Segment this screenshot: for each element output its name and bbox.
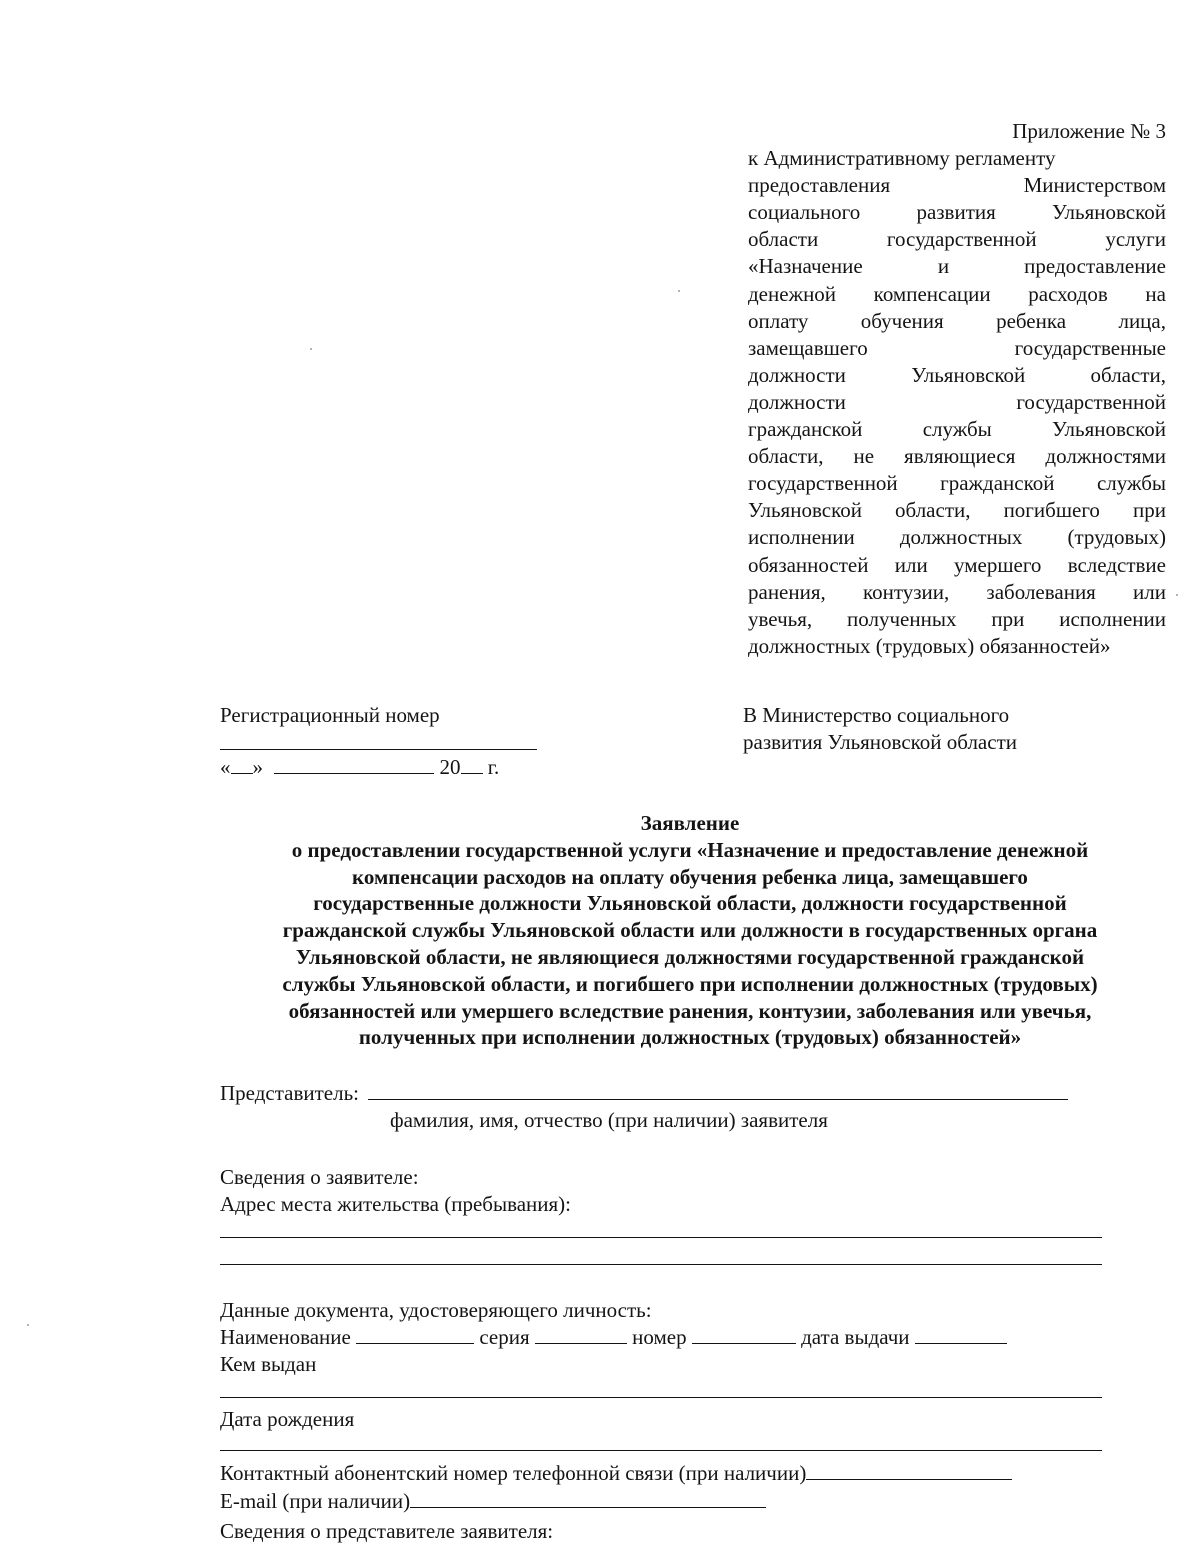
registration-label: Регистрационный номер: [220, 703, 440, 727]
scan-speck: [27, 1324, 29, 1326]
id-doc-label: Данные документа, удостоверяющего личность:: [220, 1298, 652, 1322]
appendix-line: замещавшего государственные: [748, 335, 1166, 360]
appendix-line: к Административному регламенту: [748, 146, 1056, 171]
address-label: Адрес места жительства (пребывания):: [220, 1192, 572, 1216]
representative-row: [220, 1080, 1068, 1107]
appendix-line: Ульяновской области, погибшего при: [748, 498, 1166, 523]
addressee-line: В Министерство социального: [743, 703, 1010, 727]
registration-date: « » 20 г.: [220, 755, 500, 779]
registration-number-line[interactable]: [220, 749, 537, 750]
issued-by-label: Кем выдан: [220, 1352, 317, 1376]
doc-date-field[interactable]: [915, 1325, 1007, 1344]
appendix-line: области государственной услуги: [748, 227, 1166, 252]
doc-date-label: дата выдачи: [801, 1325, 910, 1349]
doc-series-field[interactable]: [535, 1325, 627, 1344]
date-day-blank[interactable]: [231, 755, 253, 774]
registration-block: [220, 702, 537, 781]
title-line: о предоставлении государственной услуги «Назначение и предоставление денежной: [291, 837, 1089, 862]
date-year-blank[interactable]: [461, 755, 483, 774]
doc-name-label: Наименование: [220, 1325, 351, 1349]
id-doc-row: [220, 1324, 1007, 1351]
doc-number-label: номер: [632, 1325, 687, 1349]
appendix-line: ранения, контузии, заболевания или: [748, 579, 1166, 604]
addressee-block: [743, 702, 1017, 756]
birth-date-line[interactable]: [220, 1450, 1102, 1451]
issued-by-line[interactable]: [220, 1397, 1102, 1398]
doc-number-field[interactable]: [692, 1325, 796, 1344]
document-title: [200, 810, 1180, 1051]
representative-field[interactable]: [368, 1081, 1068, 1100]
title-line: государственные должности Ульяновской области, должности государственной: [313, 891, 1067, 916]
appendix-line: государственной гражданской службы: [748, 471, 1166, 496]
title-line: компенсации расходов на оплату обучения ребенка лица, замещавшего: [352, 864, 1028, 889]
appendix-line: исполнении должностных (трудовых): [748, 525, 1166, 550]
title-line: Ульяновской области, не являющиеся должностями государственной гражданской: [295, 944, 1085, 969]
appendix-line: денежной компенсации расходов на: [748, 281, 1166, 306]
appendix-line: области, не являющиеся должностями: [748, 444, 1166, 469]
appendix-line: должностных (трудовых) обязанностей»: [748, 633, 1111, 658]
phone-row: [220, 1460, 1012, 1487]
appendix-line: гражданской службы Ульяновской: [748, 417, 1166, 442]
appendix-line: предоставления Министерством: [748, 173, 1166, 198]
scan-speck: [678, 290, 680, 292]
scan-speck: [310, 348, 312, 350]
email-label: E-mail (при наличии): [220, 1489, 411, 1513]
appendix-line: должности Ульяновской области,: [748, 362, 1166, 387]
doc-name-field[interactable]: [356, 1325, 474, 1344]
doc-series-label: серия: [479, 1325, 530, 1349]
title-line: обязанностей или умершего вследствие ранения, контузии, заболевания или увечья,: [288, 998, 1092, 1023]
email-field[interactable]: [410, 1489, 766, 1508]
address-line-2[interactable]: [220, 1264, 1102, 1265]
appendix-line: должности государственной: [748, 389, 1166, 414]
title-line: службы Ульяновской области, и погибшего при исполнении должностных (трудовых): [282, 971, 1098, 996]
title-line: полученных при исполнении должностных (трудовых) обязанностей»: [358, 1025, 1022, 1050]
appendix-line: обязанностей или умершего вследствие: [748, 552, 1166, 577]
email-row: [220, 1488, 766, 1515]
appendix-block: [748, 118, 1166, 660]
title-line: гражданской службы Ульяновской области или должности в государственных органа: [282, 918, 1098, 943]
representative-hint: фамилия, имя, отчество (при наличии) заявителя: [390, 1108, 828, 1132]
appendix-line: «Назначение и предоставление: [748, 254, 1166, 279]
title-heading: Заявление: [640, 811, 740, 835]
representative-label: Представитель:: [220, 1081, 360, 1105]
applicant-info-heading: Сведения о заявителе:: [220, 1165, 419, 1189]
appendix-line: социального развития Ульяновской: [748, 200, 1166, 225]
phone-field[interactable]: [806, 1461, 1012, 1480]
addressee-line: развития Ульяновской области: [743, 730, 1017, 754]
appendix-line: оплату обучения ребенка лица,: [748, 308, 1166, 333]
representative-info-label: Сведения о представителе заявителя:: [220, 1519, 554, 1543]
phone-label: Контактный абонентский номер телефонной связи (при наличии): [220, 1461, 807, 1485]
appendix-line: увечья, полученных при исполнении: [748, 606, 1166, 631]
birth-date-label: Дата рождения: [220, 1407, 355, 1431]
date-month-blank[interactable]: [274, 755, 434, 774]
appendix-number: Приложение № 3: [1012, 119, 1166, 143]
address-line-1[interactable]: [220, 1237, 1102, 1238]
scan-speck: [1176, 594, 1178, 596]
